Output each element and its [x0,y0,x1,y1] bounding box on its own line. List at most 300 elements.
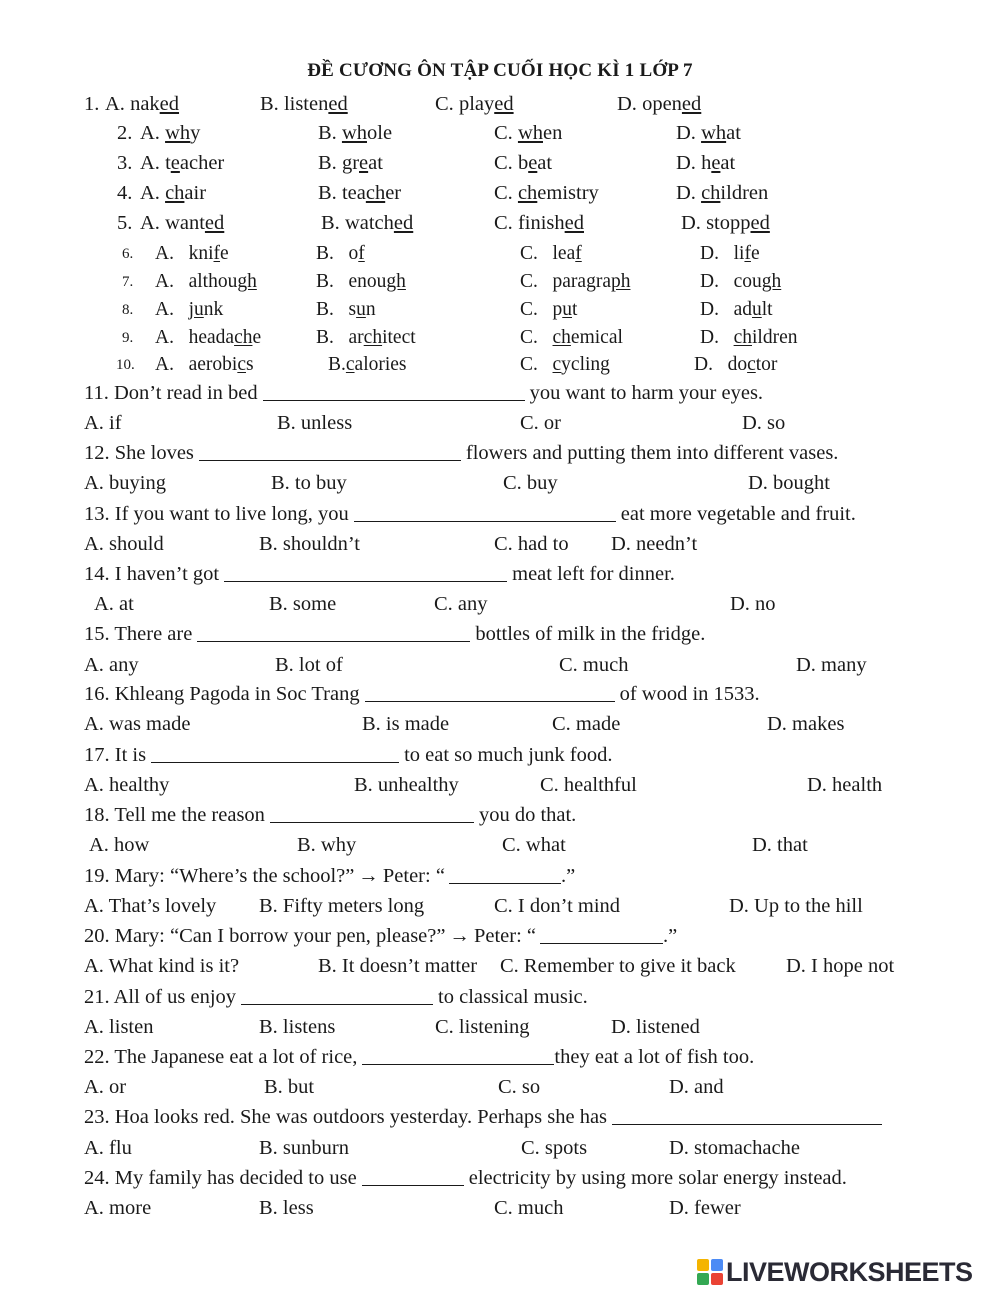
option-a[interactable]: A. any [84,654,139,676]
word-part: t [572,299,578,320]
underlined-sound: ph [610,271,631,292]
option-d[interactable]: D. listened [611,1016,700,1038]
question-13 [84,500,856,528]
option-c[interactable] [520,296,577,324]
option-b[interactable]: B. sunburn [259,1137,349,1159]
question-text: 24. My family has decided to use [84,1167,357,1189]
underlined-sound: wh [341,122,367,144]
word-part: alories [354,354,407,375]
phonetic-question-8 [0,296,1000,324]
word-part: ar [348,327,364,348]
underlined-sound: ch [234,327,253,348]
word-part: play [458,93,495,115]
answer-blank-input[interactable] [540,923,663,944]
option-a[interactable] [140,119,200,147]
question-text-after: flowers and putting them into different vases. [465,442,839,464]
phonetic-question-5 [0,209,1000,237]
arrow-icon: → [449,925,470,947]
word-part: stopp [706,212,751,234]
question-text-after: to eat so much junk food. [404,744,613,766]
answer-blank-input[interactable] [241,984,433,1005]
word-part: want [165,212,205,234]
option-b[interactable]: B. less [259,1197,314,1219]
option-a[interactable] [140,149,224,177]
option-a[interactable]: A. if [84,412,122,434]
word-part: do [727,354,748,375]
underlined-sound: e [170,152,180,174]
underlined-sound: ed [393,212,414,234]
phonetic-question-9 [0,324,1000,352]
question-19-options [0,892,1000,920]
word-part: o [348,243,359,264]
option-b[interactable] [316,296,376,324]
liveworksheets-logo-icon [697,1259,723,1285]
option-b[interactable]: B. but [264,1076,315,1098]
underlined-sound: ed [204,212,225,234]
option-b[interactable]: B. is made [362,713,450,735]
option-c[interactable] [520,351,610,379]
word-part: aerobi [188,354,238,375]
word-part: itect [382,327,416,348]
option-d[interactable]: D. so [742,412,786,434]
question-number: 3. [117,152,133,174]
option-a[interactable] [140,179,206,207]
option-label: B. [316,299,334,320]
option-b[interactable] [321,209,413,237]
option-d[interactable]: D. no [730,593,776,615]
word-part: enou [348,271,387,292]
option-label: B. [316,243,334,264]
word-part: j [188,299,195,320]
option-a[interactable] [155,296,223,324]
question-text: 13. If you want to live long, you [84,503,349,525]
word-part: althou [188,271,238,292]
question-number: 10. [116,357,135,373]
word-part: ildren [720,182,769,204]
option-label: A. [140,212,160,234]
option-label: B. [316,271,334,292]
option-label: C. [520,243,538,264]
question-22-options [0,1073,1000,1101]
option-a[interactable] [155,268,257,296]
option-c[interactable]: C. I don’t mind [494,895,621,917]
option-d[interactable] [700,268,781,296]
option-a[interactable]: A. or [84,1076,127,1098]
option-d[interactable] [617,90,701,118]
word-part: listen [283,93,329,115]
option-d[interactable]: D. needn’t [611,533,698,555]
option-b[interactable] [318,149,383,177]
option-b[interactable] [316,324,416,352]
underlined-sound: ch [517,182,538,204]
underlined-sound: ed [564,212,584,234]
liveworksheets-brand[interactable] [697,1254,973,1290]
underlined-sound: c [237,354,246,375]
question-23-options [0,1134,1000,1162]
option-label: B. [328,354,346,375]
question-18-options [0,831,1000,859]
option-d[interactable]: D. makes [767,713,845,735]
question-11-options [0,409,1000,437]
answer-blank-input[interactable] [197,621,470,642]
underlined-sound: gh [237,271,257,292]
option-label: A. [155,243,174,264]
underlined-sound: f [744,243,751,264]
option-d[interactable] [676,179,768,207]
underlined-sound: gh [761,271,782,292]
phonetic-question-10 [0,351,1000,379]
option-a[interactable]: A. That’s lovely [84,895,217,917]
option-label: D. [676,122,696,144]
answer-blank-input[interactable] [354,501,616,522]
question-text-after: to classical music. [438,986,588,1008]
underlined-sound: gh [386,271,406,292]
brand-text: LIVEWORKSHEETS [726,1256,973,1287]
answer-blank-input[interactable] [362,1165,464,1186]
phonetic-question-2 [0,119,1000,147]
option-c[interactable] [494,119,562,147]
underlined-sound: wh [165,122,191,144]
option-c[interactable] [494,179,599,207]
question-text-after: eat more vegetable and fruit. [620,503,856,525]
page-title: ĐỀ CƯƠNG ÔN TẬP CUỐI HỌC KÌ 1 LỚP 7 [307,60,693,81]
word-part: er [385,182,402,204]
option-label: C. [494,182,513,204]
word-part: at [368,152,383,174]
answer-blank-input[interactable] [270,802,474,823]
underlined-sound: ch [701,182,721,204]
option-a[interactable]: A. was made [84,713,191,735]
word-part: gr [341,152,360,174]
option-label: D. [700,299,719,320]
word-part: e [220,243,229,264]
question-number: 1. [84,93,100,115]
question-text: 21. All of us enjoy [84,986,237,1008]
question-text: 17. It is [84,744,147,766]
underlined-sound: wh [517,122,543,144]
question-22 [84,1043,754,1071]
question-text-after: of wood in 1533. [619,683,760,705]
option-d[interactable]: D. many [796,654,867,676]
option-c[interactable] [494,149,552,177]
question-13-options [0,530,1000,558]
question-number: 9. [122,330,134,346]
option-label: B. [316,327,334,348]
option-b[interactable]: B. It doesn’t matter [318,955,478,977]
underlined-sound: ed [681,93,702,115]
word-part: lea [552,243,576,264]
option-label: D. [617,93,637,115]
question-text: 14. I haven’t got [84,563,220,585]
word-part: ycling [561,354,610,375]
option-label: A. [140,122,160,144]
option-label: B. [260,93,279,115]
option-c[interactable]: C. so [498,1076,541,1098]
option-c[interactable]: C. had to [494,533,569,555]
option-label: A. [105,93,125,115]
option-label: C. [494,122,513,144]
question-number: 7. [122,274,134,290]
underlined-sound: ch [733,327,752,348]
option-b[interactable]: B. Fifty meters long [259,895,425,917]
option-c[interactable] [435,90,514,118]
option-d[interactable]: D. and [669,1076,724,1098]
option-c[interactable]: C. made [552,713,621,735]
option-label: D. [694,354,713,375]
option-c[interactable]: C. spots [521,1137,588,1159]
underlined-sound: f [358,243,365,264]
option-b[interactable]: B. to buy [271,472,347,494]
arrow-icon: → [358,865,379,887]
word-part: s [245,354,254,375]
phonetic-question-1 [0,90,1000,118]
option-c[interactable]: C. any [434,593,488,615]
answer-blank-input[interactable] [263,380,525,401]
question-number: 6. [122,246,134,262]
word-part: nak [130,93,160,115]
answer-blank-input[interactable] [449,863,561,884]
option-a[interactable]: A. flu [84,1137,132,1159]
option-c[interactable]: C. much [559,654,629,676]
option-d[interactable] [681,209,770,237]
option-a[interactable] [140,209,224,237]
question-21 [84,983,588,1011]
question-text: 23. Hoa looks red. She was outdoors yesterday. Perhaps she has [84,1106,608,1128]
option-label: A. [155,354,174,375]
word-part: heada [188,327,235,348]
option-a[interactable]: A. healthy [84,774,170,796]
answer-blank-input[interactable] [199,440,461,461]
option-a[interactable]: A. at [94,593,134,615]
word-part: h [701,152,712,174]
word-part: s [348,299,357,320]
question-text: 16. Khleang Pagoda in Soc Trang [84,683,360,705]
word-part: air [184,182,207,204]
underlined-sound: ed [494,93,514,115]
option-label: D. [700,327,719,348]
option-b[interactable]: B. lot of [275,654,343,676]
option-c[interactable]: C. what [502,834,566,856]
question-text-after: meat left for dinner. [512,563,675,585]
underlined-sound: ed [159,93,180,115]
option-c[interactable]: C. much [494,1197,564,1219]
option-label: A. [155,299,174,320]
option-b[interactable]: B. why [297,834,357,856]
question-12-options [0,469,1000,497]
option-c[interactable]: C. or [520,412,561,434]
underlined-sound: c [345,354,355,375]
word-part: tea [341,182,366,204]
word-part: e [252,327,262,348]
question-14 [84,560,675,588]
option-a[interactable]: A. more [84,1197,152,1219]
question-15 [84,620,705,648]
question-text: 11. Don’t read in bed [84,382,258,404]
option-d[interactable] [676,149,735,177]
question-19 [84,862,575,890]
underlined-sound: f [575,243,582,264]
word-part: emical [570,327,623,348]
answer-blank-input[interactable] [612,1104,882,1125]
logo-square-4 [711,1273,723,1285]
answer-blank-input[interactable] [151,742,399,763]
option-label: D. [676,152,696,174]
option-c[interactable] [494,209,584,237]
word-part: nk [203,299,224,320]
option-d[interactable]: D. Up to the hill [729,895,863,917]
question-number: 4. [117,182,133,204]
option-a[interactable]: A. listen [84,1016,154,1038]
question-16-options [0,710,1000,738]
option-d[interactable]: D. I hope not [786,955,895,977]
option-label: A. [140,152,160,174]
option-label: D. [700,271,719,292]
option-b[interactable] [260,90,348,118]
option-c[interactable] [520,240,582,268]
question-21-options [0,1013,1000,1041]
question-text: 20. Mary: “Can I borrow your pen, please?” [84,925,446,947]
option-b[interactable] [318,179,401,207]
word-part: at [726,122,741,144]
option-b[interactable]: B. shouldn’t [259,533,360,555]
underlined-sound: e [711,152,721,174]
question-23 [84,1103,887,1131]
option-a[interactable]: A. What kind is it? [84,955,240,977]
question-17-options [0,771,1000,799]
option-label: D. [676,182,696,204]
option-d[interactable] [700,240,760,268]
option-d[interactable] [694,351,777,379]
option-b[interactable] [328,351,407,379]
question-text-after: electricity by using more solar energy instead. [468,1167,847,1189]
question-text-after: you want to harm your eyes. [529,382,764,404]
underlined-sound: e [528,152,538,174]
option-label: B. [321,212,340,234]
option-c[interactable]: C. healthful [540,774,637,796]
underlined-sound: c [552,354,562,375]
option-b[interactable] [318,119,392,147]
word-part: emistry [537,182,599,204]
option-a[interactable] [155,351,254,379]
option-a[interactable] [155,240,229,268]
question-text-after: you do that. [478,804,577,826]
answer-blank-input[interactable] [362,1044,554,1065]
underlined-sound: wh [701,122,727,144]
option-a[interactable]: A. how [89,834,150,856]
underlined-sound: e [359,152,369,174]
option-label: C. [520,271,538,292]
option-label: B. [318,182,337,204]
word-part: b [517,152,529,174]
answer-blank-input[interactable] [365,681,615,702]
underlined-sound: ed [750,212,770,234]
option-d[interactable]: D. that [752,834,808,856]
option-b[interactable]: B. unhealthy [354,774,459,796]
option-b[interactable]: B. unless [277,412,353,434]
phonetic-question-7 [0,268,1000,296]
option-d[interactable]: D. fewer [669,1197,741,1219]
logo-square-3 [697,1273,709,1285]
question-20 [84,922,677,950]
option-a[interactable]: A. buying [84,472,166,494]
option-b[interactable]: B. some [269,593,337,615]
option-c[interactable] [520,268,630,296]
question-number: 8. [122,302,134,318]
option-b[interactable]: B. listens [259,1016,336,1038]
underlined-sound: u [562,299,573,320]
question-11 [84,379,763,407]
question-17 [84,741,612,769]
option-label: C. [520,299,538,320]
question-18 [84,801,576,829]
underlined-sound: ch [552,327,571,348]
option-a[interactable] [155,324,261,352]
question-text: 18. Tell me the reason [84,804,265,826]
word-part: y [190,122,201,144]
question-text-after: .” [663,925,678,947]
option-d[interactable] [700,324,797,352]
option-label: A. [155,327,174,348]
word-part: ole [367,122,393,144]
option-d[interactable]: D. bought [748,472,830,494]
word-part: t [165,152,171,174]
underlined-sound: u [356,299,366,320]
option-d[interactable] [676,119,741,147]
option-a[interactable] [105,90,179,118]
option-label: B. [318,122,337,144]
question-text-after: .” [560,865,576,887]
option-a[interactable]: A. should [84,533,164,555]
option-label: C. [494,212,513,234]
question-12 [84,439,838,467]
option-c[interactable]: C. listening [435,1016,530,1038]
underlined-sound: ch [365,182,386,204]
question-number: 5. [117,212,133,234]
phonetic-question-4 [0,179,1000,207]
word-part: acher [179,152,225,174]
option-label: D. [681,212,701,234]
option-c[interactable]: C. Remember to give it back [500,955,736,977]
word-part: finish [517,212,565,234]
question-16 [84,680,760,708]
answer-blank-input[interactable] [224,561,507,582]
question-text-after: bottles of milk in the fridge. [475,623,706,645]
word-part: e [750,243,760,264]
option-label: C. [435,93,454,115]
option-d[interactable]: D. health [807,774,883,796]
underlined-sound: u [752,299,762,320]
option-label: A. [155,271,174,292]
word-part: ad [733,299,752,320]
word-part: en [543,122,563,144]
question-text-mid: Peter: “ [382,865,445,887]
question-15-options [0,651,1000,679]
underlined-sound: u [194,299,204,320]
option-c[interactable]: C. buy [503,472,558,494]
underlined-sound: ch [363,327,383,348]
option-d[interactable] [700,296,773,324]
question-text: 15. There are [84,623,193,645]
option-d[interactable]: D. stomachache [669,1137,800,1159]
option-b[interactable] [316,240,365,268]
logo-square-1 [697,1259,709,1271]
option-label: B. [318,152,337,174]
option-c[interactable] [520,324,623,352]
question-24 [84,1164,847,1192]
option-b[interactable] [316,268,406,296]
word-part: p [552,299,563,320]
word-part: cou [733,271,762,292]
